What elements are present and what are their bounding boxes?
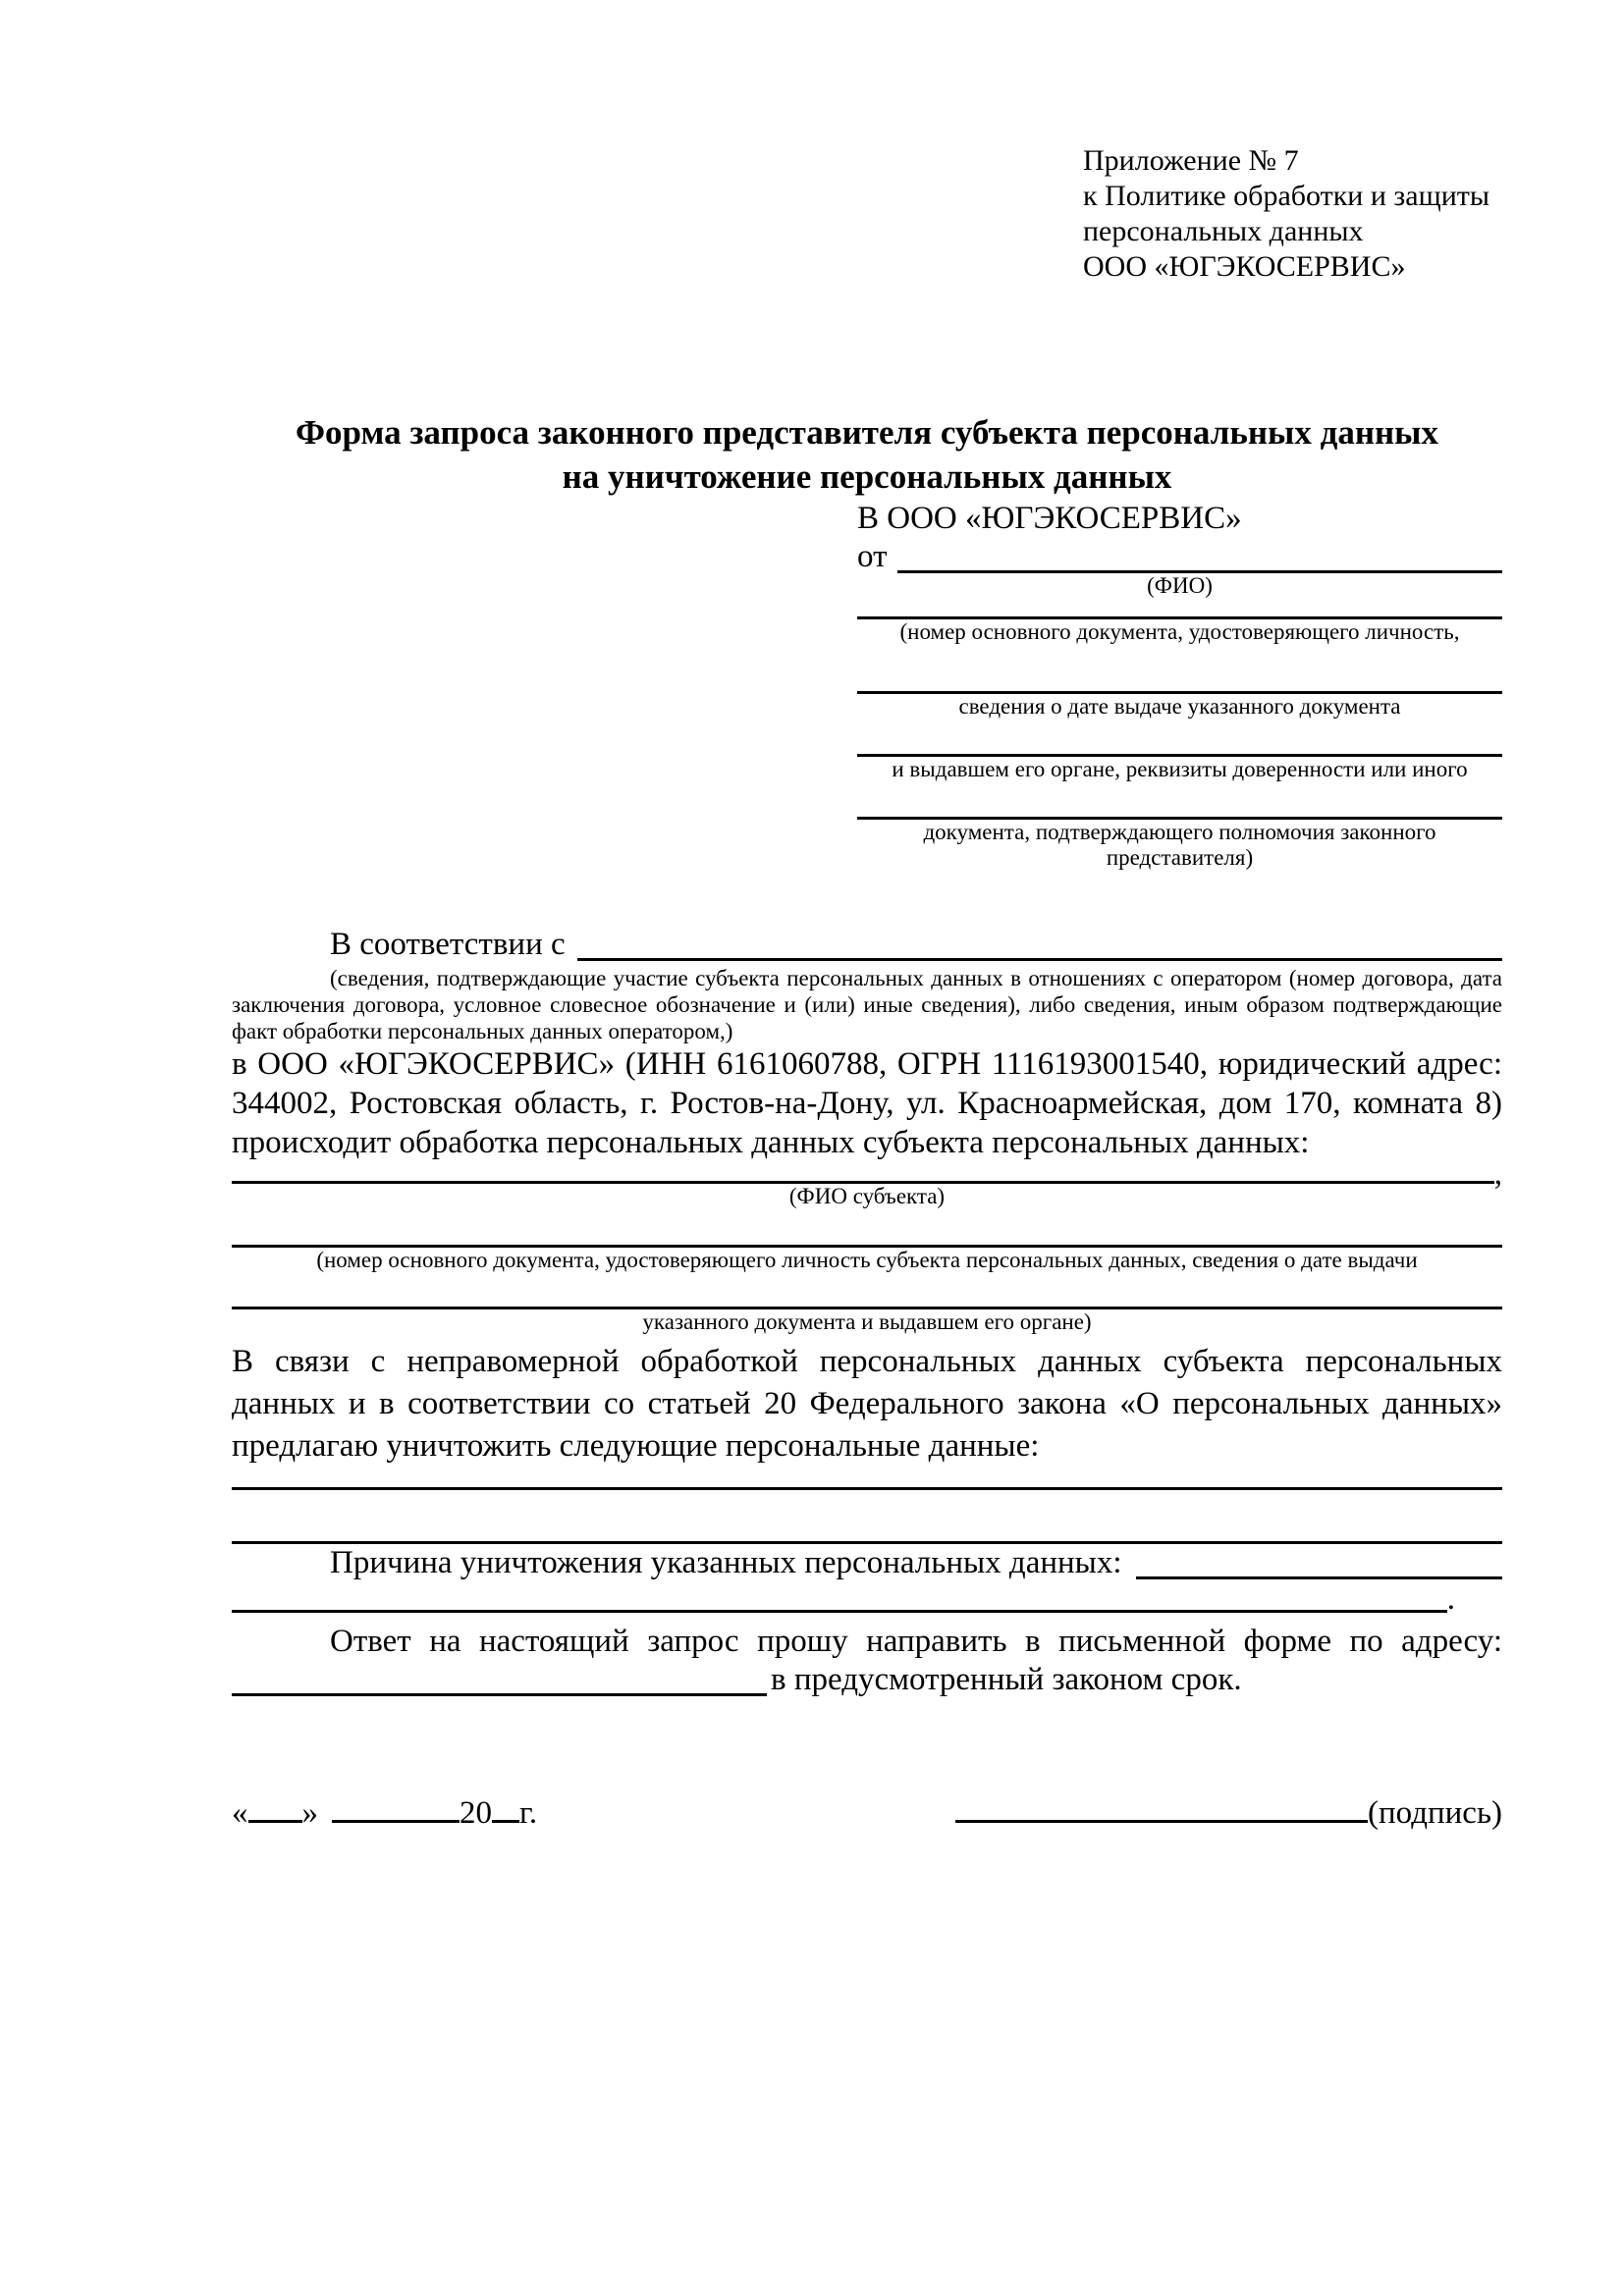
appendix-line-3: персональных данных xyxy=(1083,215,1364,247)
signature-group xyxy=(955,1790,1502,1831)
date-year-suffix: г. xyxy=(519,1795,538,1831)
signature-blank-line xyxy=(955,1790,1368,1823)
accordance-row xyxy=(232,925,1502,961)
subject-fio-comma: , xyxy=(1493,1156,1502,1192)
appendix-header xyxy=(1083,0,1502,285)
document-title xyxy=(232,410,1502,499)
subject-doc-blank-1 xyxy=(232,1209,1502,1248)
accordance-label: В соответствии с xyxy=(330,927,566,962)
subject-fio-row xyxy=(232,1156,1502,1192)
reason-blank-row-2 xyxy=(232,1579,1502,1617)
request-paragraph: В связи с неправомерной обработкой персональных данных субъекта персональных данных и в соответствии со статьей 20 Федерального закона «О персональных данных» предлагаю уничтожить следующие персональные данные: xyxy=(232,1344,1502,1464)
representative-doc-blank-3 xyxy=(857,720,1502,757)
date-year-prefix: 20 xyxy=(460,1795,492,1831)
caption-subject-doc-1: (номер основного документа, удостоверяющего личность субъекта персональных данных, сведения о дате выдачи xyxy=(316,1248,1418,1272)
representative-doc-blank-2 xyxy=(857,645,1502,694)
data-list-blank-2 xyxy=(232,1490,1502,1544)
answer-address-blank-line xyxy=(232,1693,767,1696)
caption-subject-fio: (ФИО субъекта) xyxy=(788,1184,946,1208)
date-group xyxy=(232,1790,537,1831)
caption-fio: (ФИО) xyxy=(1147,573,1213,598)
reason-label: Причина уничтожения указанных персональных данных: xyxy=(330,1545,1122,1580)
signature-caption: (подпись) xyxy=(1368,1795,1502,1831)
from-row xyxy=(857,538,1502,573)
appendix-line-4: ООО «ЮГЭКОСЕРВИС» xyxy=(1083,250,1406,283)
accordance-note: (сведения, подтверждающие участие субъекта персональных данных в отношениях с оператором (номер договора, дата заключения договора, условное словесное обозначение и (или) иные сведения), либо сведения, иным образом подтверждающие факт обработки персональных данных оператором,) xyxy=(232,966,1502,1043)
data-list-blank-1 xyxy=(232,1468,1502,1490)
representative-doc-blank-1 xyxy=(857,599,1502,619)
reason-row xyxy=(232,1544,1502,1579)
answer-tail: в предусмотренный законом срок. xyxy=(771,1662,1242,1697)
reason-blank-line xyxy=(1136,1576,1502,1579)
caption-doc-3: и выдавшем его органе, реквизиты доверенности или иного xyxy=(892,757,1468,781)
addressee-block xyxy=(857,499,1502,871)
title-line-2: на уничтожение персональных данных xyxy=(562,457,1172,496)
date-quote-close: » xyxy=(301,1795,318,1831)
subject-doc-blank-2 xyxy=(232,1273,1502,1309)
accordance-blank-line xyxy=(577,958,1502,961)
from-label: от xyxy=(857,539,888,574)
reason-period: . xyxy=(1446,1581,1455,1617)
answer-address-row xyxy=(232,1663,1502,1696)
date-year-blank xyxy=(492,1790,519,1823)
representative-doc-blank-4 xyxy=(857,782,1502,820)
caption-subject-doc-2: указанного документа и выдавшем его органе) xyxy=(642,1309,1092,1334)
operator-paragraph: в ООО «ЮГЭКОСЕРВИС» (ИНН 6161060788, ОГРН 1116193001540, юридический адрес: 344002, Ростовская область, г. Ростов-на-Дону, ул. Красноармейская, дом 170, комната 8) происходит обработка персональных данных субъекта персональных данных: xyxy=(232,1046,1502,1160)
caption-doc-4: документа, подтверждающего полномочия законного представителя) xyxy=(923,820,1436,870)
date-month-blank xyxy=(332,1790,460,1823)
caption-doc-2: сведения о дате выдаче указанного документа xyxy=(958,694,1401,719)
appendix-line-2: к Политике обработки и защиты xyxy=(1083,180,1490,212)
footer-row xyxy=(232,1790,1502,1831)
appendix-line-1: Приложение № 7 xyxy=(1083,144,1299,177)
caption-doc-1: (номер основного документа, удостоверяющего личность, xyxy=(899,619,1460,644)
reason-blank-line-2 xyxy=(232,1610,1447,1613)
date-quote-open: « xyxy=(232,1795,248,1831)
addressee-company: В ООО «ЮГЭКОСЕРВИС» xyxy=(857,501,1242,536)
date-day-blank xyxy=(248,1790,302,1823)
title-line-1: Форма запроса законного представителя субъекта персональных данных xyxy=(296,413,1438,452)
answer-paragraph: Ответ на настоящий запрос прошу направить в письменной форме по адресу: xyxy=(330,1624,1502,1659)
